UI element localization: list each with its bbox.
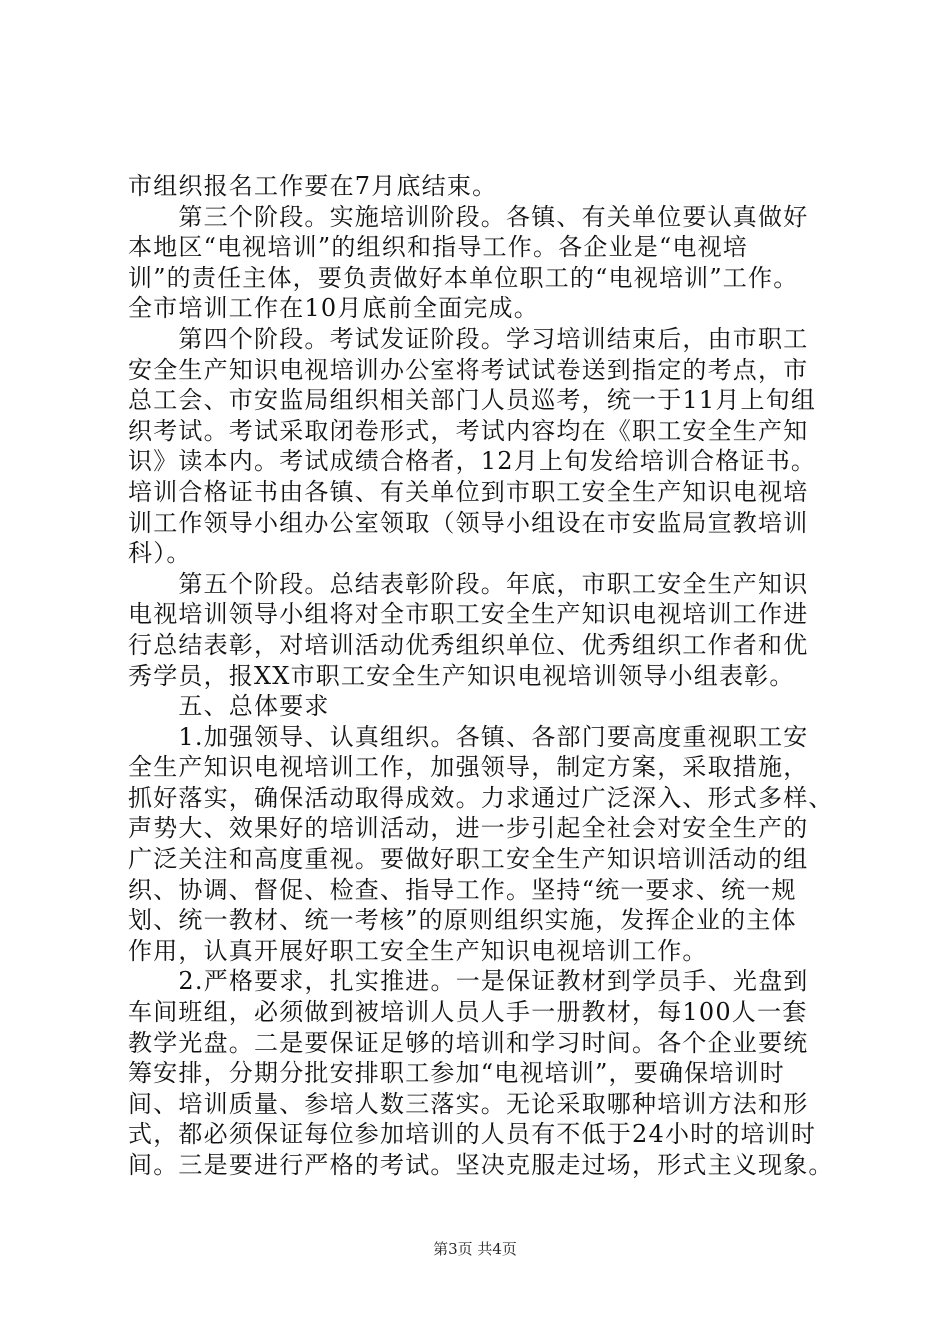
body-text <box>128 171 833 1181</box>
text-line: 识》读本内。考试成绩合格者，12月上旬发给培训合格证书。 <box>128 447 817 476</box>
text-line: 间。三是要进行严格的考试。坚决克服走过场，形式主义现象。 <box>128 1151 834 1179</box>
text-line: 第四个阶段。考试发证阶段。学习培训结束后，由市职工 <box>128 324 809 353</box>
text-line: 行总结表彰，对培训活动优秀组织单位、优秀组织工作者和优 <box>128 630 809 659</box>
text-line: 本地区“电视培训”的组织和指导工作。各企业是“电视培 <box>128 233 749 262</box>
page-footer: 第3页 共4页 <box>433 1240 517 1258</box>
text-line: 市组织报名工作要在7月底结束。 <box>128 172 498 200</box>
text-line: 培训合格证书由各镇、有关单位到市职工安全生产知识电视培 <box>128 477 809 506</box>
text-line: 第五个阶段。总结表彰阶段。年底，市职工安全生产知识 <box>128 569 809 598</box>
text-line: 车间班组，必须做到被培训人员人手一册教材，每100人一套 <box>128 998 808 1027</box>
text-line: 抓好落实，确保活动取得成效。力求通过广泛深入、形式多样、 <box>128 783 834 812</box>
text-line: 间、培训质量、参培人数三落实。无论采取哪种培训方法和形 <box>128 1089 809 1118</box>
text-line: 全生产知识电视培训工作，加强领导，制定方案，采取措施， <box>128 753 809 782</box>
text-line: 式，都必须保证每位参加培训的人员有不低于24小时的培训时 <box>128 1120 817 1149</box>
text-line: 全市培训工作在10月底前全面完成。 <box>128 294 539 323</box>
text-line: 1.加强领导、认真组织。各镇、各部门要高度重视职工安 <box>128 722 809 751</box>
text-line: 秀学员，报XX市职工安全生产知识电视培训领导小组表彰。 <box>128 661 795 690</box>
section-heading: 五、总体要求 <box>128 692 330 721</box>
text-line: 织、协调、督促、检查、指导工作。坚持“统一要求、统一规 <box>128 875 797 904</box>
text-line: 教学光盘。二是要保证足够的培训和学习时间。各个企业要统 <box>128 1028 809 1057</box>
text-line: 声势大、效果好的培训活动，进一步引起全社会对安全生产的 <box>128 814 809 843</box>
text-line: 电视培训领导小组将对全市职工安全生产知识电视培训工作进 <box>128 600 809 629</box>
text-line: 科）。 <box>128 539 192 568</box>
text-line: 总工会、市安监局组织相关部门人员巡考，统一于11月上旬组 <box>128 386 817 415</box>
text-line: 划、统一教材、统一考核”的原则组织实施，发挥企业的主体 <box>128 906 797 935</box>
text-line: 第三个阶段。实施培训阶段。各镇、有关单位要认真做好 <box>128 202 809 231</box>
text-line: 筹安排，分期分批安排职工参加“电视培训”，要确保培训时 <box>128 1059 785 1088</box>
text-line: 安全生产知识电视培训办公室将考试试卷送到指定的考点，市 <box>128 355 809 384</box>
text-line: 织考试。考试采取闭卷形式，考试内容均在《职工安全生产知 <box>128 416 809 445</box>
text-line: 广泛关注和高度重视。要做好职工安全生产知识培训活动的组 <box>128 845 809 874</box>
text-line: 训工作领导小组办公室领取（领导小组设在市安监局宣教培训 <box>128 508 809 537</box>
text-line: 训”的责任主体，要负责做好本单位职工的“电视培训”工作。 <box>128 263 799 292</box>
text-line: 作用，认真开展好职工安全生产知识电视培训工作。 <box>128 936 708 965</box>
text-line: 2.严格要求，扎实推进。一是保证教材到学员手、光盘到 <box>128 967 809 996</box>
